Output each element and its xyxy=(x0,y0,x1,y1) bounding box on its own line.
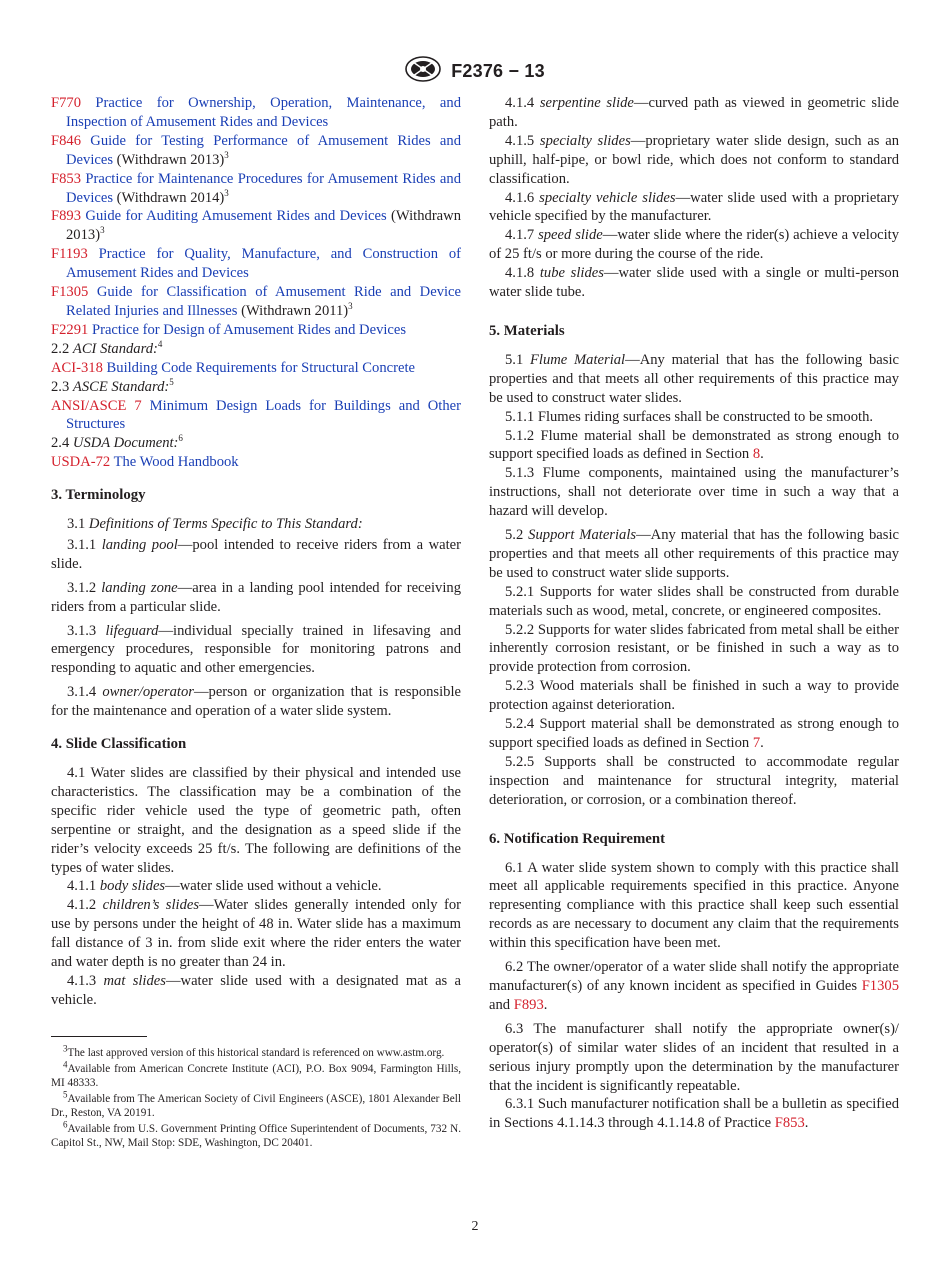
reference-item xyxy=(51,245,461,283)
definition-paragraph: 4.1.3 mat slides—water slide used with a designated mat as a vehicle. xyxy=(51,972,462,1008)
reference-code-link[interactable]: ANSI/ASCE 7 xyxy=(51,397,142,414)
reference-title-link[interactable]: The Wood Handbook xyxy=(113,454,239,471)
footnote-marker: 3 xyxy=(348,301,353,312)
definition-paragraph: 4.1.2 children’s slides—Water slides generally intended only for use by persons under the height of 48 in. Water slide has a maximum fall distance of 3 in. from slide exit where the rider enters the water and water depth is no greater than 24 in. xyxy=(51,897,461,971)
withdrawn-note: (Withdrawn 2011) xyxy=(237,302,349,319)
astm-logo-icon xyxy=(405,56,441,87)
paragraph: 6.3.1 Such manufacturer notification shall be a bulletin as specified in Sections 4.1.14.3 through 4.1.14.8 of Practice F853. xyxy=(489,1096,899,1132)
right-column xyxy=(489,94,899,1133)
footnote-marker: 3 xyxy=(100,225,105,236)
paragraph: 3.1 Definitions of Terms Specific to This Standard: xyxy=(67,516,363,533)
reference-code-link[interactable]: F853 xyxy=(51,170,82,187)
definition-paragraph: 4.1.1 body slides—water slide used without a vehicle. xyxy=(67,878,382,895)
section-heading: 3. Terminology xyxy=(51,487,146,504)
reference-item xyxy=(51,453,461,472)
paragraph: 5.2.4 Support material shall be demonstrated as strong enough to support specified loads as defined in Section 7. xyxy=(489,716,899,751)
reference-item xyxy=(51,207,461,245)
paragraph: 5.2.1 Supports for water slides shall be constructed from durable materials such as wood, metal, concrete, or engineered composites. xyxy=(489,583,899,619)
paragraph: 5.1.1 Flumes riding surfaces shall be constructed to be smooth. xyxy=(505,408,874,425)
reference-title-link[interactable]: Guide for Testing Performance of Amusement Rides and Devices xyxy=(66,132,461,168)
definition-paragraph: 3.1.1 landing pool—pool intended to receive riders from a water slide. xyxy=(51,536,462,572)
reference-title-link[interactable]: Building Code Requirements for Structural Concrete xyxy=(106,359,415,376)
definition-paragraph: 3.1.4 owner/operator—person or organization that is responsible for the maintenance and operation of a water slide system. xyxy=(51,684,461,720)
page-number: 2 xyxy=(471,1219,479,1234)
reference-item xyxy=(51,359,461,378)
reference-title-link[interactable]: Practice for Maintenance Procedures for Amusement Rides and Devices xyxy=(66,170,461,206)
section-link[interactable]: 8 xyxy=(752,446,761,463)
footnote: $^3$The last approved version of this historical standard is referenced on www.astm.org. xyxy=(63,1043,445,1059)
paragraph: 6.3 The manufacturer shall notify the appropriate owner(s)/ operator(s) of similar water slides of an incident that resulted in a serious injury promptly upon the determination by the manufacturer that the incident is significantly repeatable. xyxy=(489,1020,899,1094)
reference-code-link[interactable]: F1305 xyxy=(51,284,89,301)
section-heading: 5. Materials xyxy=(489,322,565,339)
paragraph: 6.2 The owner/operator of a water slide shall notify the appropriate manufacturer(s) of any known incident as specified in Guides F1305 and F893. xyxy=(489,959,899,1013)
footnote: $^6$Available from U.S. Government Printing Office Superintendent of Documents, 732 N. Capitol St., NW, Mail Stop: SDE, Washington, DC 20401. xyxy=(51,1119,461,1149)
reference-code-link[interactable]: F846 xyxy=(51,132,82,149)
paragraph: 5.1 Flume Material—Any material that has the following basic properties and that meets all other requirements of this practice may be used to construct water slides. xyxy=(489,351,899,406)
reference-code-link[interactable]: F1193 xyxy=(51,246,88,263)
footnote: $^4$Available from American Concrete Institute (ACI), P.O. Box 9094, Farmington Hills, MI 48333. xyxy=(51,1059,461,1089)
definition-paragraph: 3.1.2 landing zone—area in a landing pool intended for receiving riders from a particular slide. xyxy=(51,579,461,615)
reference-item xyxy=(51,94,461,132)
reference-title-link[interactable]: Guide for Classification of Amusement Ride and Device Related Injuries and Illnesses xyxy=(66,284,461,319)
standard-subheading: 2.3 ASCE Standard:$^5$ xyxy=(51,376,174,395)
reference-code-link[interactable]: F893 xyxy=(51,208,82,225)
reference-item xyxy=(51,397,461,435)
reference-title-link[interactable]: Practice for Ownership, Operation, Maintenance, and Inspection of Amusement Rides and Devices xyxy=(66,95,461,130)
standard-subheading: 2.2 ACI Standard:$^4$ xyxy=(51,338,163,357)
paragraph: 5.1.3 Flume components, maintained using the manufacturer’s instructions, shall not deteriorate over time in such a way that a hazard will develop. xyxy=(489,465,899,520)
withdrawn-note: (Withdrawn 2013) xyxy=(66,208,461,244)
section-heading: 6. Notification Requirement xyxy=(489,830,666,847)
section-heading: 4. Slide Classification xyxy=(51,736,187,753)
paragraph: 6.1 A water slide system shown to comply with this practice shall meet all applicable requirements specified in this practice. Anyone representing compliance with this practice shall keep such essential records as are necessary to document any claim that the requirements within this specification have been met. xyxy=(489,859,899,952)
reference-link[interactable]: F853 xyxy=(774,1115,805,1132)
paragraph: 5.2 Support Materials—Any material that has the following basic properties and that meets all other requirements of this practice may be used to construct water slide supports. xyxy=(489,527,899,581)
reference-code-link[interactable]: F770 xyxy=(51,95,82,111)
reference-item xyxy=(51,170,461,208)
definition-paragraph: 4.1.5 specialty slides—proprietary water slide design, such as an uphill, half-pipe, or bowl ride, which does not conform to standard classification. xyxy=(489,132,899,187)
paragraph: 5.2.5 Supports shall be constructed to accommodate regular inspection and maintenance for structural integrity, material deterioration, or corrosion, or a combination thereof. xyxy=(489,753,899,808)
paragraph: 4.1 Water slides are classified by their physical and intended use characteristics. The classification may be a combination of the specific rider vehicle used the type of geometric path, often serpentine or straight, and the designation as a speed slide if the rider’s velocity exceeds 25 ft/s. The following are definitions of the types of water slides. xyxy=(51,765,461,876)
reference-code-link[interactable]: ACI-318 xyxy=(51,359,103,376)
definition-paragraph: 4.1.7 speed slide—water slide where the rider(s) achieve a velocity of 25 ft/s or more during the course of the ride. xyxy=(489,227,899,263)
paragraph: 5.1.2 Flume material shall be demonstrated as strong enough to support specified loads as defined in Section 8. xyxy=(489,427,899,463)
definition-paragraph: 3.1.3 lifeguard—individual specially trained in lifesaving and emergency procedures, responsible for monitoring patrons and responding to aquatic and other emergencies. xyxy=(51,622,462,677)
reference-title-link[interactable]: Minimum Design Loads for Buildings and Other Structures xyxy=(66,397,461,433)
reference-title-link[interactable]: Practice for Design of Amusement Rides and Devices xyxy=(91,321,407,338)
footnote-marker: 3 xyxy=(224,187,229,198)
page-header xyxy=(0,56,950,87)
reference-code-link[interactable]: F2291 xyxy=(51,321,89,338)
reference-item xyxy=(51,132,461,170)
footnote: $^5$Available from The American Society of Civil Engineers (ASCE), 1801 Alexander Bell Dr., Reston, VA 20191. xyxy=(51,1089,461,1119)
reference-item xyxy=(51,283,461,321)
left-column xyxy=(51,94,461,1153)
paragraph: 5.2.2 Supports for water slides fabricated from metal shall be either inherently corrosion resistant, or be finished in such a way as to provide protection from corrosion. xyxy=(489,621,899,676)
footnote-marker: 5 xyxy=(169,376,174,387)
paragraph: 5.2.3 Wood materials shall be finished in such a way to provide protection against deterioration. xyxy=(489,678,899,714)
footnote-marker: 4 xyxy=(157,338,163,349)
reference-title-link[interactable]: Practice for Quality, Manufacture, and Construction of Amusement Rides and Devices xyxy=(66,246,462,282)
definition-paragraph: 4.1.6 specialty vehicle slides—water slide used with a proprietary vehicle specified by the manufacturer. xyxy=(489,189,900,225)
document-code: F2376 − 13 xyxy=(451,61,545,81)
withdrawn-note: (Withdrawn 2013) xyxy=(113,151,225,168)
reference-code-link[interactable]: USDA-72 xyxy=(51,454,111,471)
definition-paragraph: 4.1.8 tube slides—water slide used with a single or multi-person water slide tube. xyxy=(489,265,899,301)
standard-subheading: 2.4 USDA Document:$^6$ xyxy=(51,433,183,452)
section-link[interactable]: 7 xyxy=(752,735,761,751)
reference-item xyxy=(51,321,461,340)
definition-paragraph: 4.1.4 serpentine slide—curved path as viewed in geometric slide path. xyxy=(489,95,899,130)
footnote-divider xyxy=(51,1036,147,1037)
reference-title-link[interactable]: Guide for Auditing Amusement Rides and Devices xyxy=(85,208,387,225)
withdrawn-note: (Withdrawn 2014) xyxy=(113,189,225,206)
reference-link[interactable]: F893 xyxy=(513,996,544,1013)
reference-link[interactable]: F1305 xyxy=(861,977,899,994)
footnote-marker: 6 xyxy=(178,433,183,444)
footnote-marker: 3 xyxy=(224,149,229,160)
